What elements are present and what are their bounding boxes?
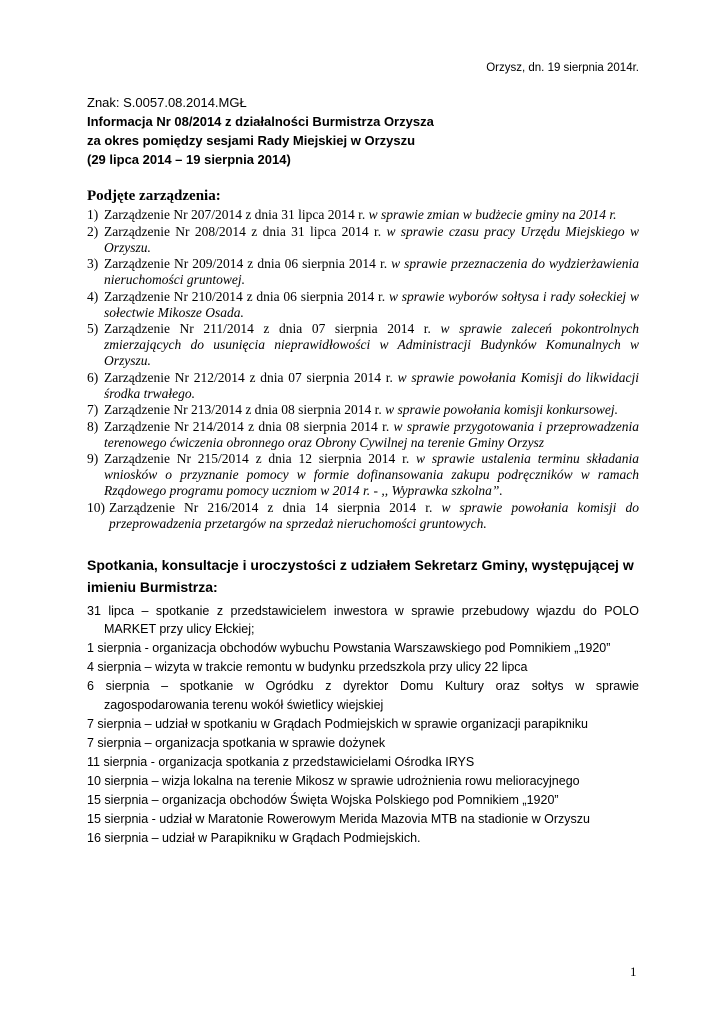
title-line: (29 lipca 2014 – 19 sierpnia 2014) xyxy=(87,152,291,167)
decree-item: 1) Zarządzenie Nr 207/2014 z dnia 31 lipca 2014 r. w sprawie zmian w budżecie gminy na 2014 r. xyxy=(87,207,617,222)
title-line: za okres pomiędzy sesjami Rady Miejskiej w Orzyszu xyxy=(87,133,416,148)
decree-item: 3) Zarządzenie Nr 209/2014 z dnia 06 sierpnia 2014 r. w sprawie przeznaczenia do wydzierżawienia nieruchomości gruntowej. xyxy=(87,256,640,287)
meeting-item: 11 sierpnia - organizacja spotkania z przedstawicielami Ośrodka IRYS xyxy=(87,754,475,769)
decree-item: 8) Zarządzenie Nr 214/2014 z dnia 08 sierpnia 2014 r. w sprawie przygotowania i przeprowadzenia terenowego ćwiczenia obronnego oraz Obrony Cywilnej na terenie Gminy Orzysz xyxy=(87,418,639,450)
decree-item: 7) Zarządzenie Nr 213/2014 z dnia 08 sierpnia 2014 r. w sprawie powołania komisji konkursowej. xyxy=(87,402,619,417)
meeting-item: 16 sierpnia – udział w Parapikniku w Grądach Podmiejskich. xyxy=(87,830,421,845)
meeting-item: 15 sierpnia – organizacja obchodów Święta Wojska Polskiego pod Pomnikiem „1920” xyxy=(87,792,559,807)
meeting-item: 7 sierpnia – organizacja spotkania w sprawie dożynek xyxy=(87,735,386,750)
reference-number: Znak: S.0057.08.2014.MGŁ xyxy=(87,95,247,110)
meetings-heading: Spotkania, konsultacje i uroczystości z udziałem Sekretarz Gminy, występującej w imieniu Burmistrza: xyxy=(87,556,634,595)
meeting-item: 15 sierpnia - udział w Maratonie Rowerowym Merida Mazovia MTB na stadionie w Orzyszu xyxy=(87,811,590,826)
title-line: Informacja Nr 08/2014 z działalności Burmistrza Orzysza xyxy=(87,114,434,129)
decree-item: 6) Zarządzenie Nr 212/2014 z dnia 07 sierpnia 2014 r. w sprawie powołania Komisji do likwidacji środka trwałego. xyxy=(87,369,639,401)
decree-item: 9) Zarządzenie Nr 215/2014 z dnia 12 sierpnia 2014 r. w sprawie ustalenia terminu składania wniosków o przyznanie pomocy w formie dofinansowania zakupu podręczników w ramach Rządowego programu pomocy uczniom w 2014 r. - ,, Wyprawka szkolna”. xyxy=(87,451,639,498)
meeting-item: 10 sierpnia – wizja lokalna na terenie Mikosz w sprawie udrożnienia rowu melioracyjnego xyxy=(87,773,580,788)
decree-item: 2) Zarządzenie Nr 208/2014 z dnia 31 lipca 2014 r. w sprawie czasu pracy Urzędu Miejskiego w Orzyszu. xyxy=(87,223,640,255)
page-number: 1 xyxy=(630,964,637,979)
decrees-heading: Podjęte zarządzenia: xyxy=(87,188,221,204)
meeting-item: 4 sierpnia – wizyta w trakcie remontu w budynku przedszkola przy ulicy 22 lipca xyxy=(87,660,528,674)
document-title xyxy=(87,112,639,169)
meeting-item: 1 sierpnia - organizacja obchodów wybuchu Powstania Warszawskiego pod Pomnikiem „1920” xyxy=(87,641,611,655)
meetings-list xyxy=(87,602,639,848)
meeting-item: 6 sierpnia – spotkanie w Ogródku z dyrektor Domu Kultury oraz sołtys w sprawie zagospodarowania terenu wokół świetlicy wiejskiej xyxy=(87,679,639,712)
decree-item: 4) Zarządzenie Nr 210/2014 z dnia 06 sierpnia 2014 r. w sprawie wyborów sołtysa i rady sołeckiej w sołectwie Mikosze Osada. xyxy=(87,288,639,320)
decrees-list xyxy=(87,207,639,532)
decree-item: 5) Zarządzenie Nr 211/2014 z dnia 07 sierpnia 2014 r. w sprawie zaleceń pokontrolnych zmierzających do usunięcia nieprawidłowości w Administracji Budynków Komunalnych w Orzyszu. xyxy=(87,321,639,368)
decree-item: 10) Zarządzenie Nr 216/2014 z dnia 14 sierpnia 2014 r. w sprawie powołania komisji do przeprowadzenia przetargów na sprzedaż nieruchomości gruntowych. xyxy=(87,499,640,531)
meeting-item: 31 lipca – spotkanie z przedstawicielem inwestora w sprawie przebudowy wjazdu do POLO MARKET przy ulicy Ełckiej; xyxy=(87,603,639,636)
meeting-item: 7 sierpnia – udział w spotkaniu w Grądach Podmiejskich w sprawie organizacji parapikniku xyxy=(87,716,588,731)
date-line: Orzysz, dn. 19 sierpnia 2014r. xyxy=(486,62,639,74)
